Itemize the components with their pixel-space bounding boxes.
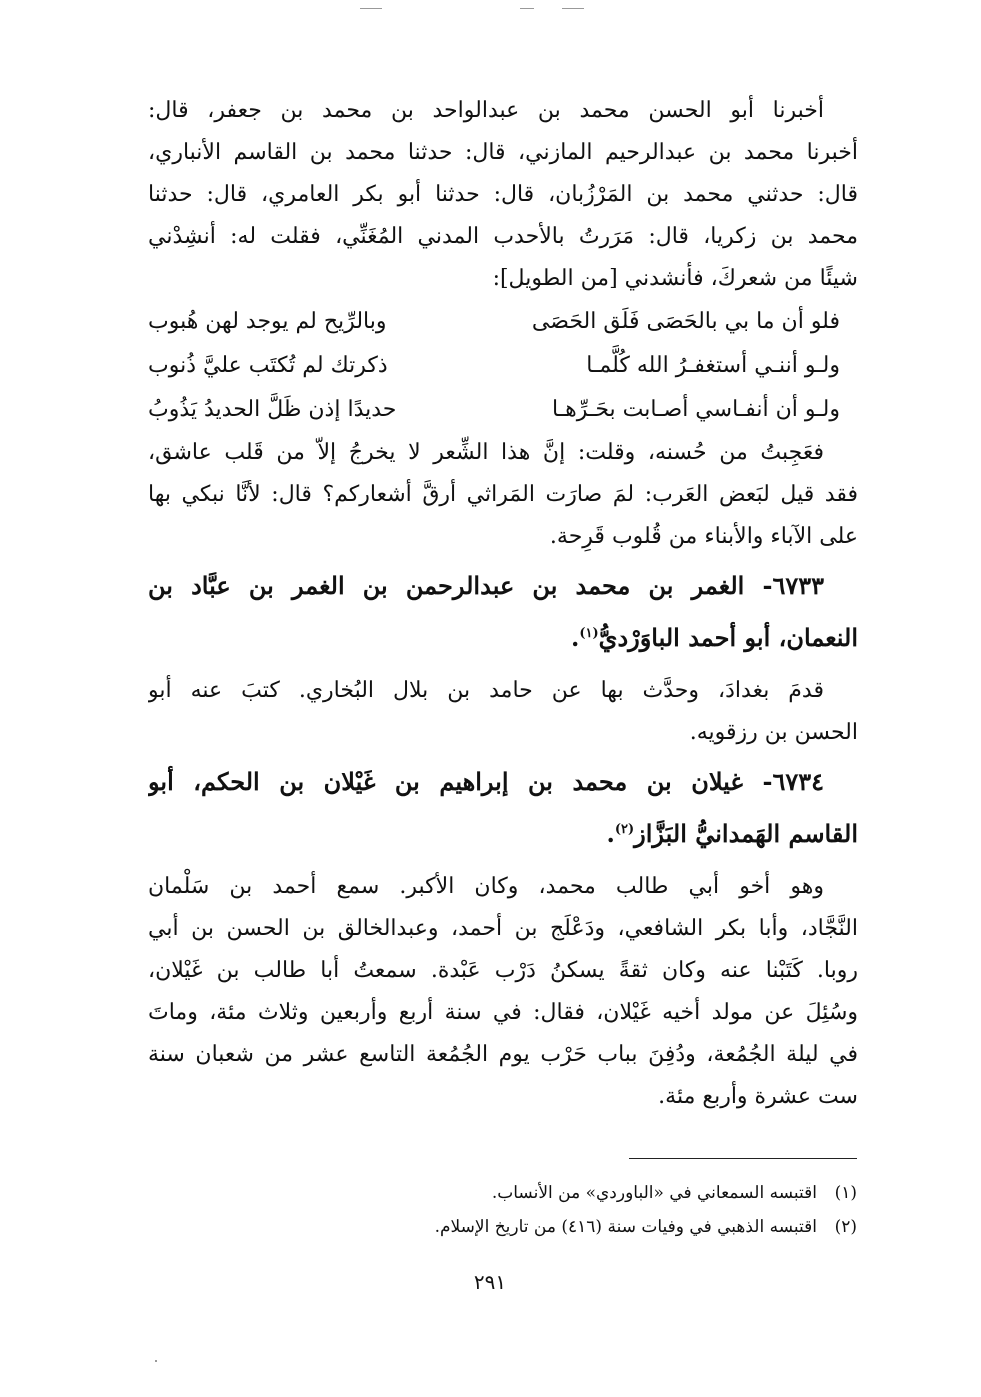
verse-first-hemistich: ولـو أن أنفـاسي أصـابت بحَـرِّهـا (552, 397, 840, 422)
text-line: وسُئِلَ عن مولد أخيه غَيْلان، فقال: في سنة أربع وأربعين وثلاث مئة، وماتَ (148, 1000, 858, 1025)
text-line: في ليلة الجُمُعة، ودُفِنَ بباب حَرْب يوم الجُمُعة التاسع عشر من شعبان سنة (148, 1042, 858, 1067)
text-line: وهو أخو أبي طالب محمد، وكان الأكبر. سمع أحمد بن سَلْمان (148, 874, 824, 899)
poem-verse (148, 300, 858, 344)
text-line: قال: حدثني محمد بن المَرْزُبان، قال: حدثنا أبو بكر العامري، قال: حدثنا (148, 182, 858, 207)
footnote-text: اقتبسه السمعاني في «الباوردي» من الأنساب. (491, 1183, 817, 1203)
poem-verse (148, 388, 858, 432)
page-body (148, 90, 858, 1118)
page-number: ٢٩١ (473, 1270, 507, 1294)
scan-mark (520, 8, 534, 9)
verse-second-hemistich: ذكرتك لم تُكتَب عليَّ ذُنوب (148, 353, 388, 378)
text-line: ست عشرة وأربع مئة. (658, 1084, 858, 1109)
entry-heading-line: ٦٧٣٣- الغمر بن محمد بن عبدالرحمن بن الغمر بن عبَّاد بن (148, 571, 824, 600)
entry-heading-line (148, 610, 858, 662)
paragraph-entry-6734 (148, 866, 858, 1118)
text-line: شيئًا من شعركَ، فأنشدني [من الطويل]: (492, 266, 858, 291)
text-line: أخبرنا أبو الحسن محمد بن عبدالواحد بن محمد بن جعفر، قال: (148, 98, 824, 123)
footnotes (360, 1176, 857, 1244)
entry-heading-line: ٦٧٣٤- غيلان بن محمد بن إبراهيم بن غَيْلان بن الحكم، أبو (148, 767, 824, 796)
text-line: أخبرنا محمد بن عبدالرحيم المازني، قال: حدثنا محمد بن القاسم الأنباري، (148, 140, 858, 165)
text-line: محمد بن زكريا، قال: مَرَرتُ بالأحدب المدني المُغَنِّي، فقلت له: أنشِدْني (148, 224, 858, 249)
paragraph-entry-6733 (148, 670, 858, 754)
verse-first-hemistich: فلو أن ما بي بالحَصَى فَلَق الحَصَى (531, 309, 840, 334)
entry-heading-6733 (148, 562, 858, 662)
entry-heading-end: . (606, 819, 615, 848)
text-line: النَّجَّاد، وأبا بكر الشافعي، ودَعْلَج بن أحمد، وعبدالخالق بن الحسن بن أبي (148, 916, 858, 941)
scan-mark (562, 8, 584, 9)
entry-heading-6734 (148, 758, 858, 858)
text-line: الحسن بن رزقويه. (689, 720, 858, 745)
footnote-text: اقتبسه الذهبي في وفيات سنة (٤١٦) من تاريخ الإسلام. (434, 1217, 817, 1237)
footnote-item (360, 1176, 857, 1210)
text-line: روبا. كَتَبْنا عنه وكان ثقةً يسكنُ دَرْب عَبْدة. سمعتُ أبا طالب بن غَيْلان، (148, 958, 858, 983)
footnote-ref: (١) (579, 626, 599, 641)
scan-mark (155, 1360, 157, 1362)
footnote-number: (١) (834, 1183, 857, 1203)
text-line: فعَجِبتُ من حُسنه، وقلت: إنَّ هذا الشِّعر لا يخرجُ إلاّ من قَلب عاشق، (148, 440, 824, 465)
entry-heading-end: . (571, 623, 580, 652)
text-line: قدمَ بغدادَ، وحدَّث بها عن حامد بن بلال البُخاري. كتبَ عنه أبو (148, 678, 824, 703)
footnote-divider (629, 1158, 857, 1159)
entry-heading-line (148, 806, 858, 858)
entry-heading-text: القاسم الهَمدانيُّ البَزَّاز (634, 819, 858, 848)
verse-second-hemistich: حديدًا إذن ظَلَّ الحديدُ يَذُوبُ (148, 397, 397, 422)
entry-heading-text: النعمان، أبو أحمد الباوَرْديُّ (598, 623, 858, 652)
text-line: على الآباء والأبناء من قُلوب قَرِحة. (549, 524, 858, 549)
footnote-ref: (٢) (614, 822, 635, 837)
scan-mark (360, 8, 382, 9)
poem-verse (148, 344, 858, 388)
poem (148, 300, 858, 432)
footnote-item (360, 1210, 857, 1244)
text-line: فقد قيل لبَعض العَرب: لمَ صارَت المَراثي أرقَّ أشعاركم؟ قال: لأنَّا نبكي بها (148, 482, 858, 507)
verse-first-hemistich: ولـو أننـي أستغفـرُ الله كُلَّمـا (586, 353, 840, 378)
footnote-number: (٢) (834, 1217, 857, 1237)
paragraph-isnad (148, 90, 858, 300)
verse-second-hemistich: وبالرِّيح لم يوجد لهن هُبوب (148, 309, 387, 334)
paragraph-commentary (148, 432, 858, 558)
